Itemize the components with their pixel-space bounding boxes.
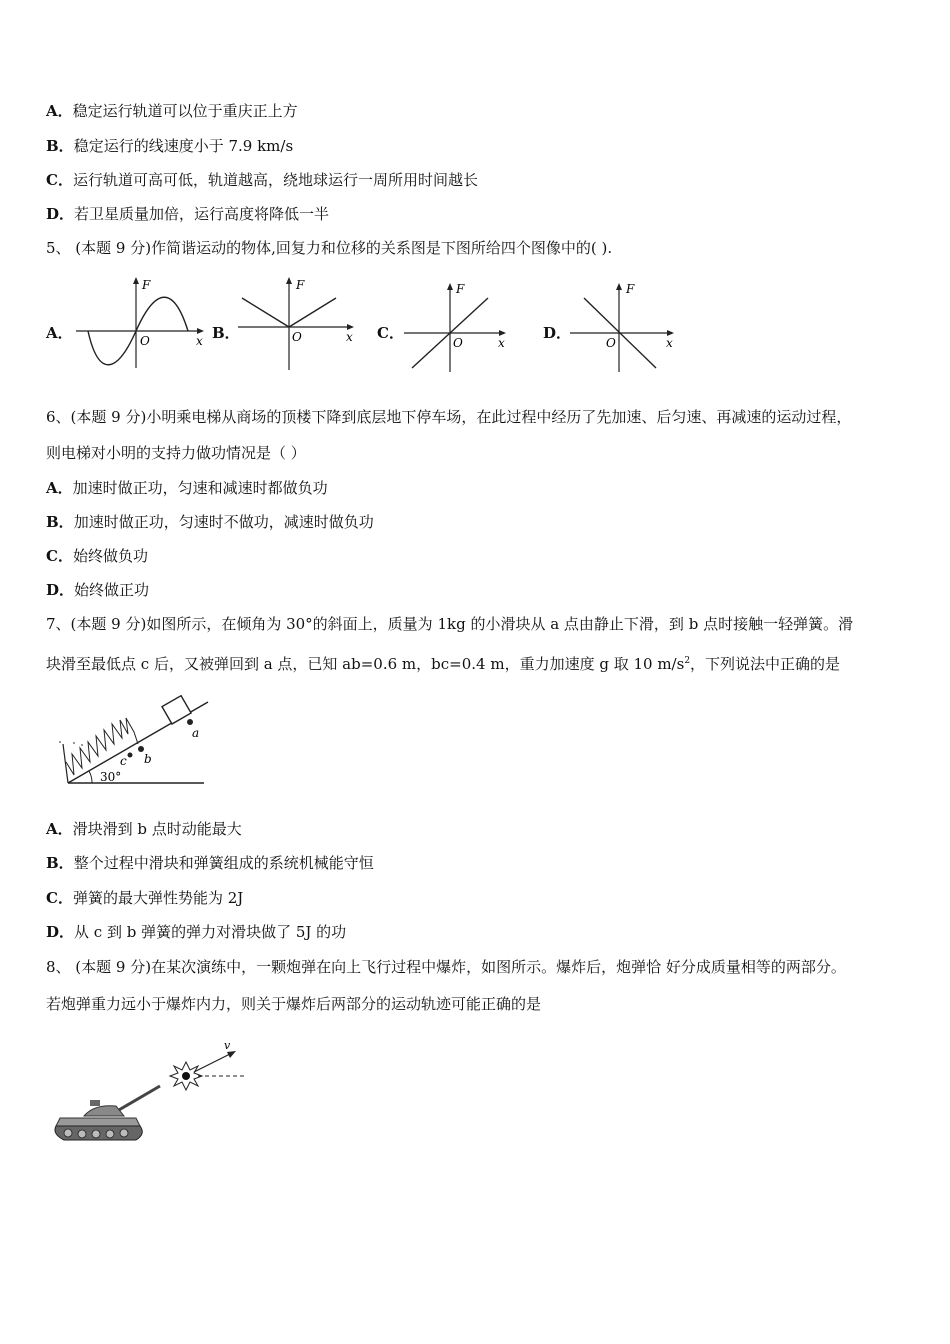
option-label: A． <box>46 479 73 497</box>
q7-stem-line-2-b: ，下列说法中正确的是 <box>690 655 841 673</box>
q6-stem-line-1: 6、(本题 9 分)小明乘电梯从商场的顶楼下降到底层地下停车场，在此过程中经历了先加速、后匀速、再减速的运动过程， <box>46 408 852 426</box>
tank-icon <box>55 1086 160 1140</box>
option-text: 整个过程中滑块和弹簧组成的系统机械能守恒 <box>73 854 374 872</box>
label-a: a <box>192 726 200 740</box>
velocity-vector <box>194 1054 230 1072</box>
axis-label-f: F <box>456 282 465 296</box>
option-label: B． <box>46 137 74 155</box>
q5-graph-label-d: D． <box>543 324 572 342</box>
speck <box>81 744 83 746</box>
q6-option-d <box>46 580 149 600</box>
label-c: c <box>120 754 127 768</box>
q7-option-c <box>46 888 243 908</box>
f-arrow-icon <box>616 283 622 290</box>
option-text: 滑块滑到 b 点时动能最大 <box>72 820 242 838</box>
option-label: C． <box>46 547 73 565</box>
f-arrow-icon <box>286 277 292 284</box>
angle-arc <box>89 771 92 783</box>
option-text: 加速时做正功，匀速时不做功，减速时做负功 <box>73 513 374 531</box>
option-text: 弹簧的最大弹性势能为 2J <box>72 889 244 907</box>
q8-tank-figure <box>50 1036 260 1154</box>
option-text: 稳定运行轨道可以位于重庆正上方 <box>72 102 298 120</box>
q6-option-c <box>46 546 148 566</box>
q8-stem-line-1: 8、 (本题 9 分)在某次演练中，一颗炮弹在向上飞行过程中爆炸，如图所示。爆炸后，炮弹恰 好分成质量相等的两部分。 <box>46 958 846 976</box>
f-arrow-icon <box>133 277 139 284</box>
speck <box>59 741 61 743</box>
q6-stem-line-2: 则电梯对小明的支持力做功情况是（ ） <box>46 444 306 462</box>
shell-icon <box>182 1072 190 1080</box>
origin-label: O <box>606 336 616 350</box>
option-text: 加速时做正功，匀速和减速时都做负功 <box>72 479 328 497</box>
option-text: 运行轨道可高可低，轨道越高，绕地球运行一周所用时间越长 <box>72 171 478 189</box>
label-b: b <box>144 752 152 766</box>
spring-coil <box>66 718 138 775</box>
option-text: 从 c 到 b 弹簧的弹力对滑块做了 5J 的功 <box>74 923 347 941</box>
velocity-label: v <box>224 1039 231 1052</box>
option-text: 始终做负功 <box>72 547 148 565</box>
q6-option-b <box>46 512 374 532</box>
option-label: B． <box>46 513 74 531</box>
q7-option-d <box>46 922 346 942</box>
point-c <box>128 753 133 758</box>
q7-incline-figure <box>52 682 222 800</box>
q7-superscript: 2 <box>684 656 691 666</box>
q7-stem-line-1: 7、(本题 9 分)如图所示，在倾角为 30°的斜面上，质量为 1kg 的小滑块从 a 点由静止下滑，到 b 点时接触一轻弹簧。滑 <box>46 615 854 633</box>
axis-label-x: x <box>346 330 353 344</box>
option-label: D． <box>46 923 75 941</box>
q4-option-b <box>46 136 293 156</box>
speck <box>73 742 75 744</box>
velocity-arrow-icon <box>227 1051 236 1058</box>
slider-block <box>162 696 191 724</box>
q5-graph-label-b: B． <box>212 324 240 342</box>
axis-label-x: x <box>666 336 673 350</box>
axis-label-x: x <box>196 334 203 348</box>
q5-graph-b <box>232 272 362 372</box>
option-text: 若卫星质量加倍，运行高度将降低一半 <box>74 205 330 223</box>
option-label: D． <box>46 205 75 223</box>
q4-option-a <box>46 101 298 121</box>
option-label: A． <box>46 820 73 838</box>
option-label: A． <box>46 102 73 120</box>
q5-stem: 5、 (本题 9 分)作简谐运动的物体,回复力和位移的关系图是下图所给四个图像中的( ). <box>46 239 613 257</box>
option-text: 始终做正功 <box>74 581 150 599</box>
q5-graph-label-a: A． <box>46 324 73 342</box>
option-text: 稳定运行的线速度小于 7.9 km/s <box>73 137 294 155</box>
q7-option-b <box>46 853 374 873</box>
origin-label: O <box>453 336 463 350</box>
q8-stem-line-2: 若炮弹重力远小于爆炸内力，则关于爆炸后两部分的运动轨迹可能正确的是 <box>46 995 542 1013</box>
origin-label: O <box>140 334 150 348</box>
q4-option-c <box>46 170 478 190</box>
q7-stem-line-2-a: 块滑至最低点 c 后，又被弹回到 a 点，已知 ab=0.6 m，bc=0.4 m，重力加速度 g 取 10 m/s <box>46 655 685 673</box>
q6-option-a <box>46 478 328 498</box>
q5-graph-a <box>70 272 210 372</box>
axis-label-f: F <box>626 282 635 296</box>
option-label: B． <box>46 854 74 872</box>
axis-label-f: F <box>296 278 305 292</box>
q5-graph-d <box>564 278 684 374</box>
f-arrow-icon <box>447 283 453 290</box>
origin-label: O <box>292 330 302 344</box>
option-label: C． <box>46 889 73 907</box>
q5-graph-c <box>398 278 518 374</box>
option-label: D． <box>46 581 75 599</box>
q5-graph-label-c: C． <box>377 324 404 342</box>
q7-stem-line-2 <box>46 651 840 674</box>
q4-option-d <box>46 204 329 224</box>
point-a <box>187 719 193 725</box>
axis-label-f: F <box>142 278 151 292</box>
q7-option-a <box>46 819 242 839</box>
option-label: C． <box>46 171 73 189</box>
axis-label-x: x <box>498 336 505 350</box>
angle-label: 30° <box>100 770 122 784</box>
